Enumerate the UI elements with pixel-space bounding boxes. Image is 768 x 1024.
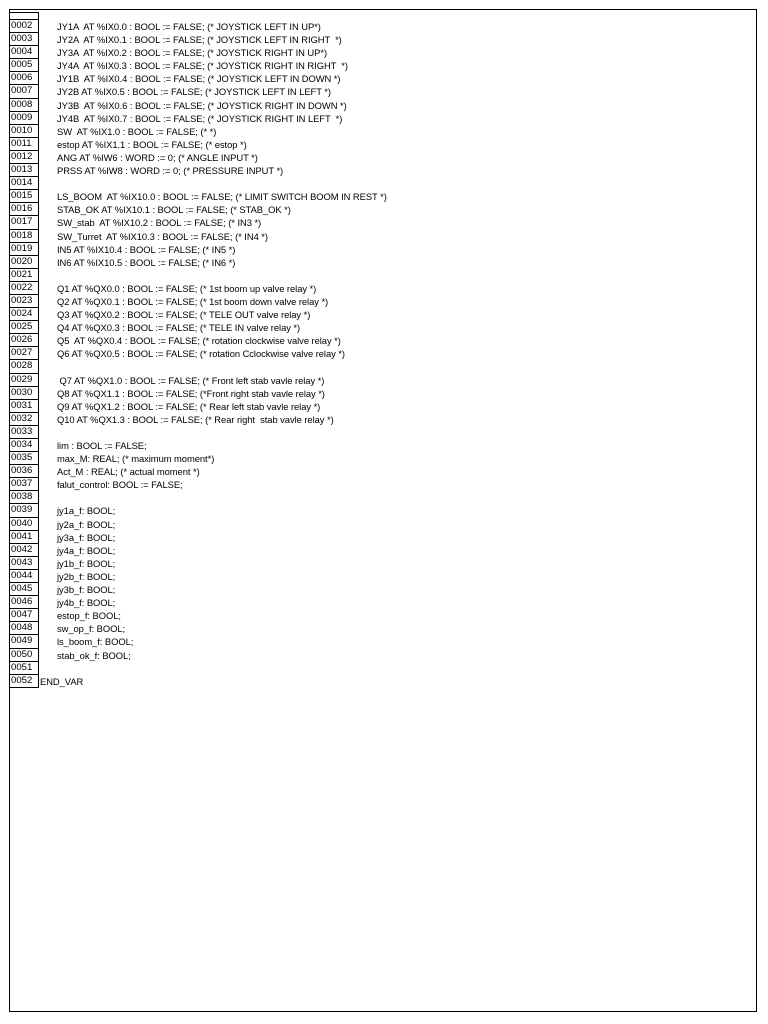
code-line (9, 308, 709, 321)
code-text: falut_control: BOOL := FALSE; (57, 479, 183, 491)
code-text: JY4A AT %IX0.3 : BOOL := FALSE; (* JOYSTICK RIGHT IN RIGHT *) (57, 60, 348, 72)
code-text: Q7 AT %QX1.0 : BOOL := FALSE; (* Front left stab vavle relay *) (57, 374, 325, 386)
line-number: 0043 (9, 557, 39, 570)
line-number: 0006 (9, 72, 39, 85)
code-text: Q4 AT %QX0.3 : BOOL := FALSE; (* TELE IN valve relay *) (57, 322, 301, 334)
line-number: 0005 (9, 59, 39, 72)
code-line (9, 452, 709, 465)
line-number: 0023 (9, 295, 39, 308)
code-line (9, 649, 709, 662)
code-line (9, 504, 709, 517)
code-line (9, 164, 709, 177)
code-line (9, 374, 709, 387)
line-number: 0020 (9, 256, 39, 269)
code-line (9, 400, 709, 413)
code-text: jy4b_f: BOOL; (57, 597, 116, 609)
line-number: 0038 (9, 491, 39, 504)
code-line (9, 622, 709, 635)
code-text: Q8 AT %QX1.1 : BOOL := FALSE; (*Front right stab vavle relay *) (57, 387, 325, 399)
line-number: 0042 (9, 544, 39, 557)
line-number: 0018 (9, 230, 39, 243)
line-number: 0014 (9, 177, 39, 190)
line-number: 0007 (9, 85, 39, 98)
code-line (9, 295, 709, 308)
code-line (9, 99, 709, 112)
code-line (9, 151, 709, 164)
code-text: Q3 AT %QX0.2 : BOOL := FALSE; (* TELE OUT valve relay *) (57, 309, 311, 321)
code-line (9, 413, 709, 426)
code-line (9, 85, 709, 98)
code-line (9, 439, 709, 452)
code-text: Q5 AT %QX0.4 : BOOL := FALSE; (* rotation clockwise valve relay *) (57, 335, 341, 347)
code-text: JY3B AT %IX0.6 : BOOL := FALSE; (* JOYSTICK RIGHT IN DOWN *) (57, 99, 347, 111)
code-line (9, 230, 709, 243)
code-text: Q1 AT %QX0.0 : BOOL := FALSE; (* 1st boom up valve relay *) (57, 282, 317, 294)
line-number: 0021 (9, 269, 39, 282)
code-line (9, 583, 709, 596)
line-number: 0031 (9, 400, 39, 413)
line-number: 0009 (9, 112, 39, 125)
code-text: IN6 AT %IX10.5 : BOOL := FALSE; (* IN6 *) (57, 256, 236, 268)
code-text: jy1a_f: BOOL; (57, 505, 116, 517)
code-line (9, 216, 709, 229)
code-line (9, 112, 709, 125)
code-text: JY2A AT %IX0.1 : BOOL := FALSE; (* JOYSTICK LEFT IN RIGHT *) (57, 34, 342, 46)
line-number: 0025 (9, 321, 39, 334)
line-number: 0019 (9, 243, 39, 256)
line-number: 0034 (9, 439, 39, 452)
line-number: 0028 (9, 360, 39, 373)
code-text: JY1B AT %IX0.4 : BOOL := FALSE; (* JOYSTICK LEFT IN DOWN *) (57, 73, 341, 85)
line-number: 0015 (9, 190, 39, 203)
code-line (9, 190, 709, 203)
code-line (9, 426, 709, 439)
line-number: 0010 (9, 125, 39, 138)
line-number: 0022 (9, 282, 39, 295)
line-number: 0046 (9, 596, 39, 609)
code-text: Act_M : REAL; (* actual moment *) (57, 466, 200, 478)
code-line (9, 609, 709, 622)
code-line (9, 203, 709, 216)
line-number: 0024 (9, 308, 39, 321)
code-text: estop_f: BOOL; (57, 610, 121, 622)
code-line (9, 282, 709, 295)
line-number: 0036 (9, 465, 39, 478)
code-text: jy1b_f: BOOL; (57, 557, 116, 569)
line-number: 0052 (9, 675, 39, 688)
code-text: Q6 AT %QX0.5 : BOOL := FALSE; (* rotation Cclockwise valve relay *) (57, 348, 345, 360)
code-line (9, 33, 709, 46)
code-text: ANG AT %IW6 : WORD := 0; (* ANGLE INPUT *) (57, 151, 258, 163)
code-line (9, 20, 709, 33)
line-number: 0016 (9, 203, 39, 216)
code-line (9, 557, 709, 570)
code-line (9, 675, 709, 688)
code-line (9, 46, 709, 59)
code-line (9, 72, 709, 85)
code-line (9, 465, 709, 478)
line-number: 0013 (9, 164, 39, 177)
code-text: JY3A AT %IX0.2 : BOOL := FALSE; (* JOYSTICK RIGHT IN UP*) (57, 47, 328, 59)
line-number: 0048 (9, 622, 39, 635)
code-text: stab_ok_f: BOOL; (57, 649, 131, 661)
code-text: PRSS AT %IW8 : WORD := 0; (* PRESSURE INPUT *) (57, 165, 284, 177)
code-line (9, 387, 709, 400)
code-line (9, 531, 709, 544)
code-text: jy3a_f: BOOL; (57, 531, 116, 543)
code-text: SW_stab AT %IX10.2 : BOOL := FALSE; (* IN3 *) (57, 217, 262, 229)
code-text: ls_boom_f: BOOL; (57, 636, 134, 648)
line-number: 0030 (9, 387, 39, 400)
line-number: 0032 (9, 413, 39, 426)
code-listing (9, 12, 709, 688)
line-number: 0050 (9, 649, 39, 662)
line-number: 0033 (9, 426, 39, 439)
line-number: 0039 (9, 504, 39, 517)
line-number: 0002 (9, 20, 39, 33)
line-number: 0035 (9, 452, 39, 465)
code-text: JY2B AT %IX0.5 : BOOL := FALSE; (* JOYSTICK LEFT IN LEFT *) (57, 86, 331, 98)
code-text: Q9 AT %QX1.2 : BOOL := FALSE; (* Rear left stab vavle relay *) (57, 400, 321, 412)
code-line (9, 138, 709, 151)
line-number: 0047 (9, 609, 39, 622)
code-line (9, 518, 709, 531)
line-number: 0008 (9, 99, 39, 112)
code-text: lim : BOOL := FALSE; (57, 440, 147, 451)
line-number: 0012 (9, 151, 39, 164)
line-number: 0017 (9, 216, 39, 229)
code-text: STAB_OK AT %IX10.1 : BOOL := FALSE; (* STAB_OK *) (57, 204, 291, 216)
code-line (9, 635, 709, 648)
code-text: jy3b_f: BOOL; (57, 584, 116, 596)
code-line (9, 662, 709, 675)
code-line (9, 544, 709, 557)
code-text: jy2a_f: BOOL; (57, 518, 116, 530)
line-number: 0029 (9, 374, 39, 387)
code-text: max_M: REAL; (* maximum moment*) (57, 453, 215, 465)
code-text: jy4a_f: BOOL; (57, 544, 116, 556)
line-number: 0004 (9, 46, 39, 59)
code-text: JY1A AT %IX0.0 : BOOL := FALSE; (* JOYSTICK LEFT IN UP*) (57, 21, 321, 32)
code-text: jy2b_f: BOOL; (57, 570, 116, 582)
code-line (9, 269, 709, 282)
code-text: LS_BOOM AT %IX10.0 : BOOL := FALSE; (* LIMIT SWITCH BOOM IN REST *) (57, 191, 387, 203)
line-number: 0041 (9, 531, 39, 544)
line-number: 0051 (9, 662, 39, 675)
code-text: estop AT %IX1.1 : BOOL := FALSE; (* estop *) (57, 138, 247, 150)
code-line (9, 360, 709, 373)
code-line (9, 570, 709, 583)
line-number: 0049 (9, 635, 39, 648)
listing-header-row (9, 12, 709, 20)
line-number: 0040 (9, 518, 39, 531)
code-text: JY4B AT %IX0.7 : BOOL := FALSE; (* JOYSTICK RIGHT IN LEFT *) (57, 112, 343, 124)
code-line (9, 125, 709, 138)
code-text: IN5 AT %IX10.4 : BOOL := FALSE; (* IN5 *) (57, 243, 236, 255)
code-line (9, 478, 709, 491)
code-text: END_VAR (40, 675, 84, 687)
code-text: SW_Turret AT %IX10.3 : BOOL := FALSE; (* IN4 *) (57, 230, 268, 242)
code-line (9, 321, 709, 334)
line-number: 0037 (9, 478, 39, 491)
code-text: Q10 AT %QX1.3 : BOOL := FALSE; (* Rear right stab vavle relay *) (57, 413, 334, 425)
line-number: 0027 (9, 347, 39, 360)
code-line (9, 347, 709, 360)
code-line (9, 256, 709, 269)
code-line (9, 177, 709, 190)
code-text: sw_op_f: BOOL; (57, 623, 126, 635)
code-text: Q2 AT %QX0.1 : BOOL := FALSE; (* 1st boom down valve relay *) (57, 295, 329, 307)
code-line (9, 334, 709, 347)
line-number: 0044 (9, 570, 39, 583)
line-number-cell (9, 12, 39, 20)
code-line (9, 59, 709, 72)
code-text: SW AT %IX1.0 : BOOL := FALSE; (* *) (57, 125, 217, 137)
code-line (9, 596, 709, 609)
line-number: 0003 (9, 33, 39, 46)
line-number: 0045 (9, 583, 39, 596)
code-line (9, 491, 709, 504)
line-number: 0026 (9, 334, 39, 347)
code-line (9, 243, 709, 256)
line-number: 0011 (9, 138, 39, 151)
